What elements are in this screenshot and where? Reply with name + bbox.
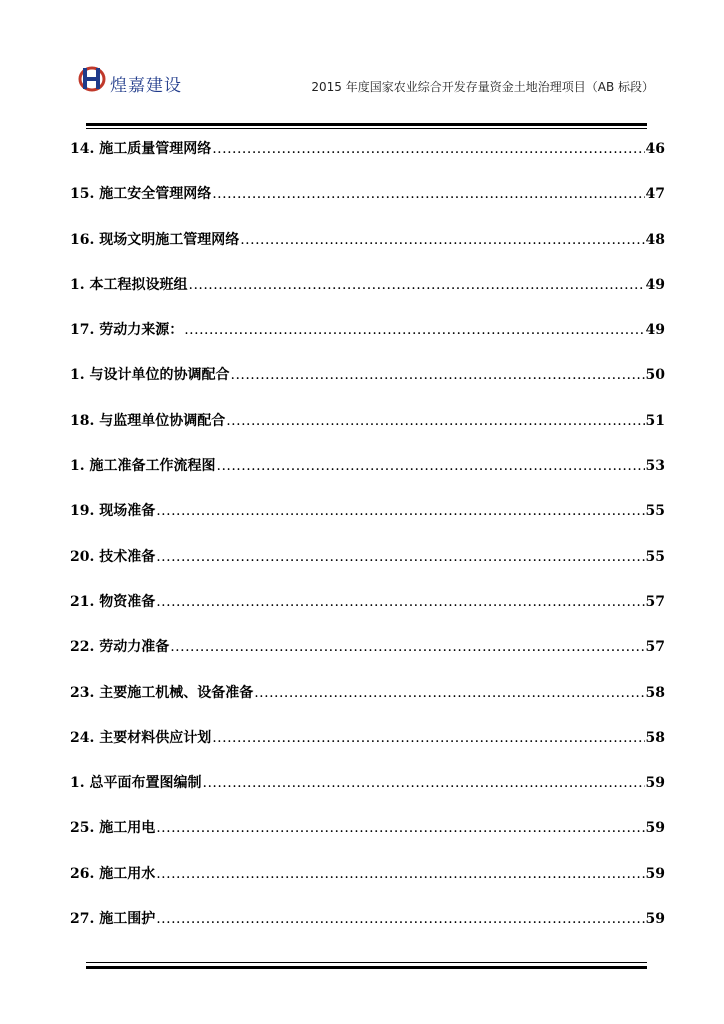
toc-entry-page: 59 (645, 911, 665, 928)
toc-entry[interactable] (70, 365, 665, 410)
toc-entry[interactable] (70, 592, 665, 637)
toc-leader-dots (212, 139, 644, 159)
toc-leader-dots (170, 637, 644, 657)
toc-leader-dots (254, 683, 644, 703)
toc-entry-label: 23. 主要施工机械、设备准备 (70, 684, 254, 701)
toc-entry-page: 55 (645, 548, 665, 565)
logo-mark-icon (78, 62, 108, 94)
toc-entry[interactable] (70, 547, 665, 592)
toc-entry-page: 59 (645, 775, 665, 792)
toc-leader-dots (184, 320, 644, 340)
toc-entry[interactable] (70, 184, 665, 229)
header-rule-thin (86, 128, 647, 129)
table-of-contents (70, 139, 665, 954)
toc-entry-page: 58 (645, 684, 665, 701)
toc-entry-label: 21. 物资准备 (70, 593, 156, 610)
toc-entry[interactable] (70, 320, 665, 365)
toc-entry-label: 1. 与设计单位的协调配合 (70, 367, 230, 384)
footer-rule-thick (86, 966, 647, 969)
toc-entry-page: 47 (645, 186, 665, 203)
toc-entry[interactable] (70, 230, 665, 275)
toc-entry-page: 57 (645, 639, 665, 656)
toc-entry-label: 26. 施工用水 (70, 865, 156, 882)
toc-entry[interactable] (70, 501, 665, 546)
toc-entry[interactable] (70, 637, 665, 682)
toc-entry-label: 16. 现场文明施工管理网络 (70, 231, 240, 248)
toc-leader-dots (212, 728, 644, 748)
toc-entry-page: 53 (645, 458, 665, 475)
toc-entry-page: 46 (645, 141, 665, 157)
toc-entry-page: 48 (645, 231, 665, 248)
toc-entry-page: 59 (645, 865, 665, 882)
toc-entry-page: 49 (645, 322, 665, 339)
toc-entry[interactable] (70, 411, 665, 456)
toc-entry-label: 1. 施工准备工作流程图 (70, 458, 216, 475)
toc-entry-label: 27. 施工围护 (70, 911, 156, 928)
toc-leader-dots (217, 456, 645, 476)
toc-entry-page: 55 (645, 503, 665, 520)
toc-entry-page: 50 (645, 367, 665, 384)
toc-leader-dots (226, 411, 644, 431)
toc-leader-dots (156, 501, 644, 521)
toc-entry-label: 17. 劳动力来源： (70, 322, 184, 339)
toc-entry[interactable] (70, 139, 665, 184)
toc-entry-page: 58 (645, 729, 665, 746)
document-title: 2015 年度国家农业综合开发存量资金土地治理项目（AB 标段） (311, 80, 654, 94)
toc-leader-dots (156, 547, 644, 567)
toc-entry[interactable] (70, 275, 665, 320)
toc-entry-page: 51 (645, 412, 665, 429)
footer-rule-thin (86, 962, 647, 963)
toc-leader-dots (212, 184, 644, 204)
toc-leader-dots (156, 864, 644, 884)
page-header (78, 60, 654, 100)
toc-entry[interactable] (70, 818, 665, 863)
toc-entry[interactable] (70, 683, 665, 728)
toc-leader-dots (156, 592, 644, 612)
toc-entry-label: 24. 主要材料供应计划 (70, 729, 212, 746)
toc-entry-label: 18. 与监理单位协调配合 (70, 412, 226, 429)
toc-entry[interactable] (70, 864, 665, 909)
toc-entry[interactable] (70, 909, 665, 954)
company-logo (78, 62, 228, 96)
toc-leader-dots (156, 909, 644, 929)
toc-leader-dots (156, 818, 644, 838)
toc-entry-label: 1. 本工程拟设班组 (70, 276, 188, 293)
toc-entry[interactable] (70, 728, 665, 773)
toc-entry-page: 59 (645, 820, 665, 837)
toc-entry[interactable] (70, 773, 665, 818)
toc-entry-label: 15. 施工安全管理网络 (70, 186, 212, 203)
toc-leader-dots (240, 230, 644, 250)
toc-leader-dots (231, 365, 645, 385)
toc-leader-dots (203, 773, 645, 793)
toc-entry-label: 22. 劳动力准备 (70, 639, 170, 656)
toc-entry-label: 1. 总平面布置图编制 (70, 775, 202, 792)
toc-entry-label: 25. 施工用电 (70, 820, 156, 837)
brand-name: 煌嘉建设 (110, 76, 182, 96)
toc-entry-label: 20. 技术准备 (70, 548, 156, 565)
toc-entry-page: 49 (645, 276, 665, 293)
toc-entry[interactable] (70, 456, 665, 501)
toc-leader-dots (189, 275, 645, 295)
header-rule-thick (86, 123, 647, 126)
toc-entry-page: 57 (645, 593, 665, 610)
toc-entry-label: 14. 施工质量管理网络 (70, 141, 212, 157)
toc-entry-label: 19. 现场准备 (70, 503, 156, 520)
